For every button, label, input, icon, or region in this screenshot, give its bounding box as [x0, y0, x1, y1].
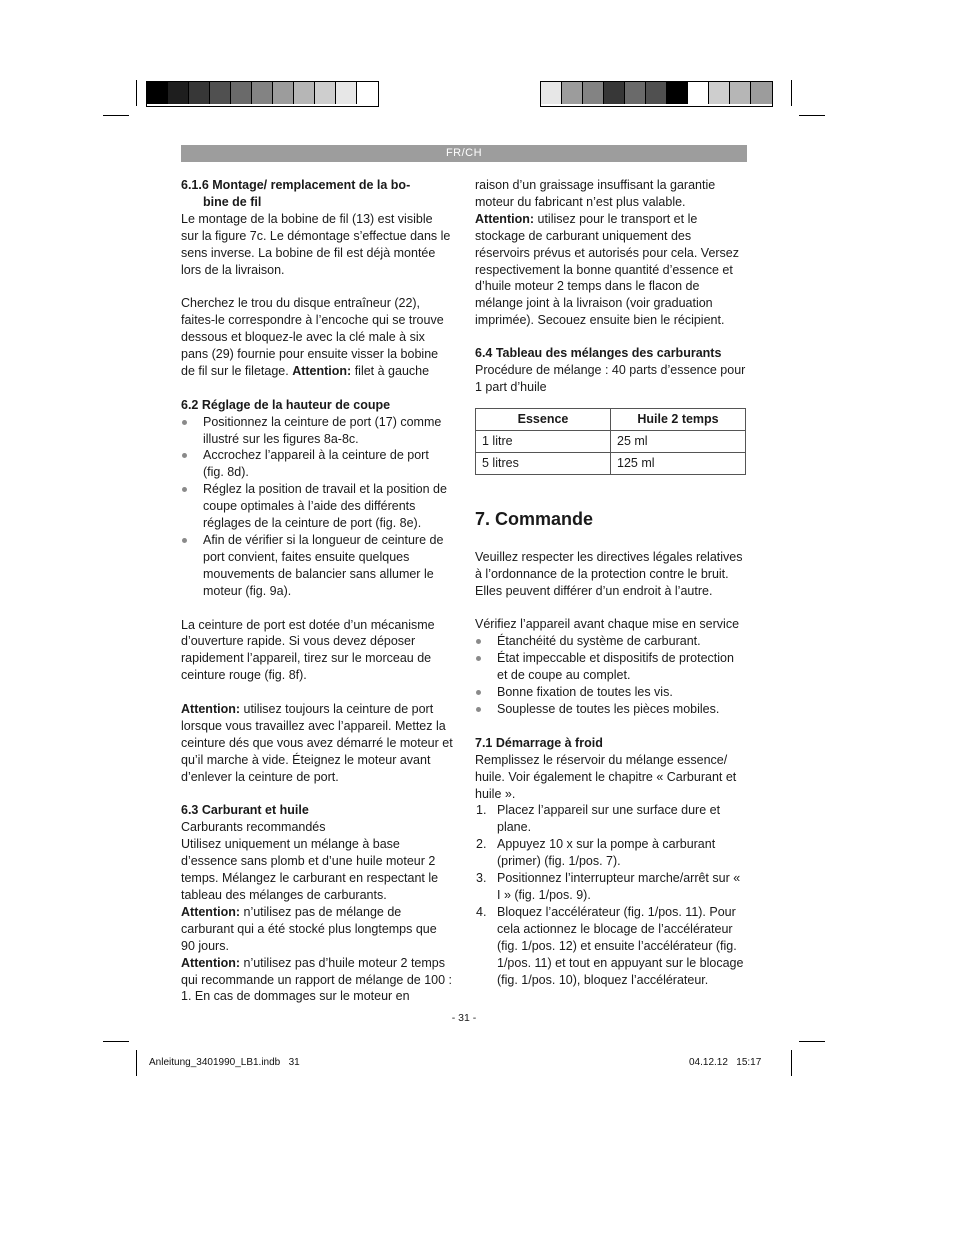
crop-mark [791, 80, 792, 106]
footer-file-info: Anleitung_3401990_LB1.indb 31 [149, 1057, 300, 1068]
bullet-list [181, 414, 453, 600]
section-6-3-title: 6.3 Carburant et huile [181, 803, 309, 818]
table-cell: 25 ml [611, 430, 746, 452]
table-row [476, 452, 746, 474]
color-swatch [189, 82, 210, 104]
paragraph: raison d’un graissage insuffisant la garantie moteur du fabricant n’est plus valable. [475, 178, 716, 209]
crop-mark [799, 1041, 825, 1042]
table-cell: 125 ml [611, 452, 746, 474]
fuel-mix-table [475, 408, 746, 475]
color-calibration-bar-left [146, 81, 379, 107]
list-item: Réglez la position de travail et la position de coupe optimales à l’aide des différents réglages de la ceinture de port (fig. 8e). [181, 481, 453, 532]
section-7-title: 7. Commande [475, 508, 594, 529]
list-item: Étanchéité du système de carburant. [475, 633, 747, 650]
crop-mark [791, 1050, 792, 1076]
crop-mark [103, 1041, 129, 1042]
color-swatch [168, 82, 189, 104]
color-swatch [541, 82, 562, 104]
color-swatch [625, 82, 646, 104]
table-header-row [476, 408, 746, 430]
table-row [476, 430, 746, 452]
list-item: Bonne fixation de toutes les vis. [475, 684, 747, 701]
color-swatch [294, 82, 315, 104]
color-swatch [646, 82, 667, 104]
paragraph: Procédure de mélange : 40 parts d’essence pour 1 part d’huile [475, 363, 746, 394]
section-6-1-6-title: 6.1.6 Montage/ remplacement de la bo- bine de fil [181, 178, 411, 209]
language-header: FR/CH [181, 145, 747, 162]
color-swatch [210, 82, 231, 104]
table-cell: 1 litre [476, 430, 611, 452]
color-swatch [273, 82, 294, 104]
paragraph: Veuillez respecter les directives légales relatives à l’ordonnance de la protection contre le bruit. Elles peuvent différer d’un endroit à l’autre. [475, 549, 743, 598]
crop-mark [799, 115, 825, 116]
numbered-list [475, 802, 747, 988]
color-swatch [315, 82, 336, 104]
paragraph: Attention: n’utilisez pas de mélange de carburant qui a été stocké plus longtemps que 90 jours. [181, 904, 437, 953]
color-swatch [730, 82, 751, 104]
color-swatch [688, 82, 709, 104]
color-swatch [667, 82, 688, 104]
bullet-list [475, 633, 747, 718]
color-swatch [583, 82, 604, 104]
paragraph: La ceinture de port est dotée d’un mécanisme d’ouverture rapide. Si vous devez déposer rapidement l’appareil, tirez sur le morceau de ceinture rouge (fig. 8f). [181, 617, 435, 683]
list-item: Positionnez la ceinture de port (17) comme illustré sur les figures 8a-8c. [181, 414, 453, 448]
list-item: 2. Appuyez 10 x sur la pompe à carburant (primer) (fig. 1/pos. 7). [476, 837, 716, 869]
paragraph: Attention: utilisez toujours la ceinture de port lorsque vous travaillez avec l’appareil. Mettez la ceinture dés que vous avez démarré le moteur et qu’il marche à vide. Éteignez le moteur avant d’enlever la ceinture de port. [181, 702, 453, 784]
list-item: Accrochez l’appareil à la ceinture de port (fig. 8d). [181, 447, 453, 481]
section-6-2-title: 6.2 Réglage de la hauteur de coupe [181, 397, 391, 412]
table-header-cell: Huile 2 temps [611, 408, 746, 430]
left-column [181, 177, 453, 1005]
table-header-cell: Essence [476, 408, 611, 430]
paragraph: Utilisez uniquement un mélange à base d’essence sans plomb et d’une huile moteur 2 temps. Mélangez le carburant en respectant le tableau des mélanges de carburants. [181, 837, 439, 902]
paragraph: Le montage de la bobine de fil (13) est visible sur la figure 7c. Le démontage s’effectue dans le sens inverse. La bobine de fil est déjà montée lors de la livraison. [181, 211, 451, 277]
page-number: - 31 - [451, 1012, 477, 1024]
section-7-1-title: 7.1 Démarrage à froid [475, 735, 603, 750]
paragraph: Vérifiez l’appareil avant chaque mise en service [475, 617, 740, 632]
section-6-4-title: 6.4 Tableau des mélanges des carburants [475, 346, 722, 361]
list-item: 4. Bloquez l’accélérateur (fig. 1/pos. 11). Pour cela actionnez le blocage de l’accélérateur (fig. 1/pos. 12) et ensuite l’accélérateur (fig. 1/pos. 11) et tout en appuyant sur le blocage (fig. 1/pos. 10), bloquez l’accélérateur. [476, 904, 744, 987]
list-item: Afin de vérifier si la longueur de ceinture de port convient, faites ensuite quelques mouvements de balancier sans allumer le moteur (fig. 9a). [181, 532, 453, 600]
color-swatch [357, 82, 378, 104]
paragraph: Carburants recommandés [181, 820, 326, 835]
list-item: Souplesse de toutes les pièces mobiles. [475, 701, 747, 718]
paragraph: Remplissez le réservoir du mélange essence/ huile. Voir également le chapitre « Carburant et huile ». [475, 752, 737, 801]
crop-mark [136, 80, 137, 106]
right-column [475, 177, 747, 988]
paragraph: Attention: n’utilisez pas d’huile moteur 2 temps qui recommande un rapport de mélange de 100 : 1. En cas de dommages sur le moteur en [181, 955, 453, 1004]
crop-mark [136, 1050, 137, 1076]
list-item: 1. Placez l’appareil sur une surface dure et plane. [476, 803, 721, 835]
crop-mark [103, 115, 129, 116]
table-cell: 5 litres [476, 452, 611, 474]
color-swatch [231, 82, 252, 104]
color-swatch [147, 82, 168, 104]
color-swatch [562, 82, 583, 104]
color-calibration-bar-right [540, 81, 773, 107]
list-item: État impeccable et dispositifs de protection et de coupe au complet. [475, 650, 747, 684]
footer-date: 04.12.12 15:17 [689, 1057, 762, 1068]
paragraph: Cherchez le trou du disque entraîneur (22), faites-le correspondre à l’encoche qui se trouve dessous et bloquez-le avec la clé male à six pans (29) fournie pour ensuite visser la bobine de fil sur le filetage. Attention: filet à gauche [181, 296, 444, 378]
paragraph: Attention: utilisez pour le transport et le stockage de carburant uniquement des réservoirs prévus et autorisés pour cela. Versez respectivement la bonne quantité d’essence et d’huile moteur 2 temps dans le flacon de mélange joint à la livraison (voir graduation imprimée). Secouez ensuite bien le récipient. [475, 211, 740, 328]
color-swatch [336, 82, 357, 104]
color-swatch [751, 82, 772, 104]
list-item: 3. Positionnez l’interrupteur marche/arrêt sur « I » (fig. 1/pos. 9). [476, 871, 741, 902]
color-swatch [709, 82, 730, 104]
color-swatch [252, 82, 273, 104]
color-swatch [604, 82, 625, 104]
